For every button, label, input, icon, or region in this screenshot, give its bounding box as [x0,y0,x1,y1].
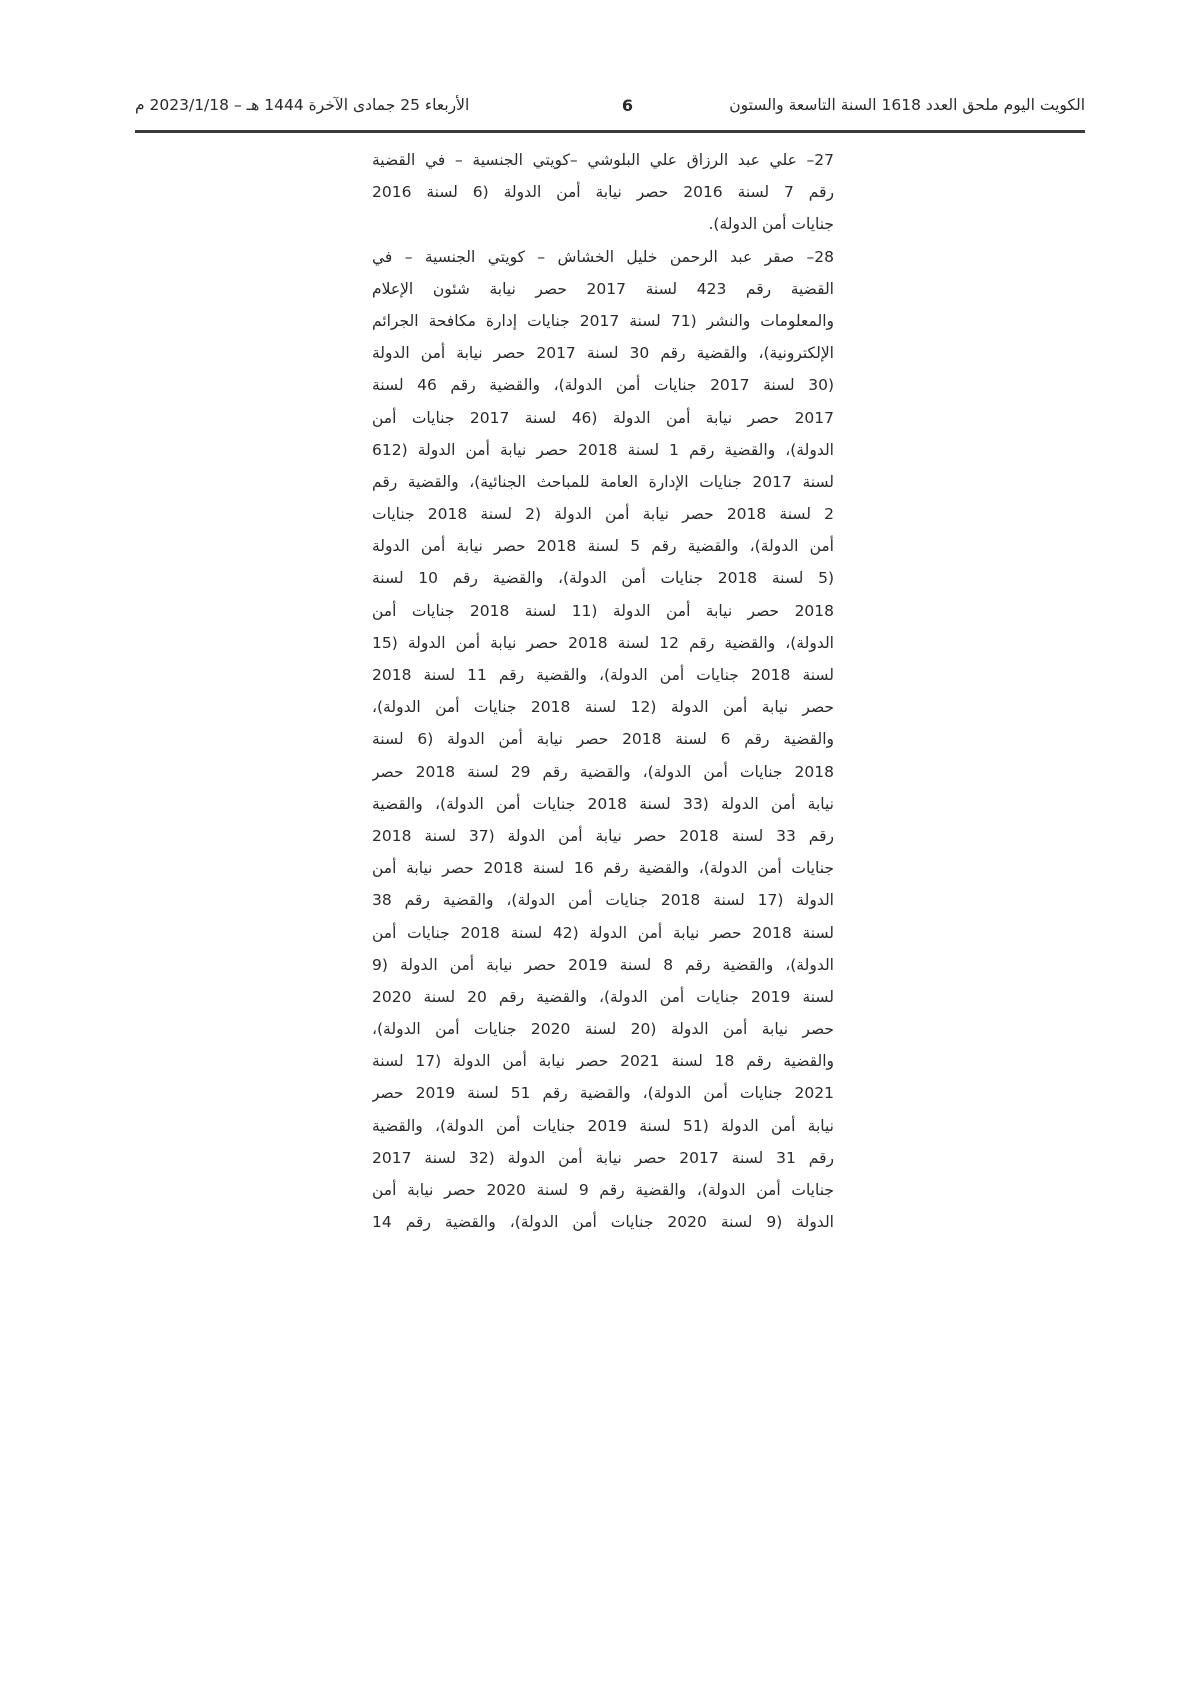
text-line: الدولة (17 لسنة 2018 جنايات أمن الدولة)، والقضية رقم 38 [372,891,834,910]
text-line: والقضية رقم 18 لسنة 2021 حصر نيابة أمن الدولة (17 لسنة [372,1052,834,1071]
header-date: الأربعاء 25 جمادى الآخرة 1444 هـ – 2023/1/18 م [135,96,470,114]
text-line: الدولة (9 لسنة 2020 جنايات أمن الدولة)، والقضية رقم 14 [372,1213,834,1232]
text-line: الدولة)، والقضية رقم 12 لسنة 2018 حصر نيابة أمن الدولة (15 [372,633,834,652]
text-line: 27– علي عبد الرزاق علي البلوشي –كويتي الجنسية – في القضية [372,151,834,169]
text-line: لسنة 2017 جنايات الإدارة العامة للمباحث الجنائية)، والقضية رقم [372,472,834,491]
text-line: الدولة)، والقضية رقم 8 لسنة 2019 حصر نيابة أمن الدولة (9 [372,955,834,974]
text-line: (30 لسنة 2017 جنايات أمن الدولة)، والقضية رقم 46 لسنة [372,376,834,395]
text-line: لسنة 2018 حصر نيابة أمن الدولة (42 لسنة 2018 جنايات أمن [372,923,834,942]
text-line: نيابة أمن الدولة (33 لسنة 2018 جنايات أمن الدولة)، والقضية [372,794,834,813]
text-line: والمعلومات والنشر (71 لسنة 2017 جنايات إدارة مكافحة الجرائم [372,311,834,330]
text-line: 2021 جنايات أمن الدولة)، والقضية رقم 51 لسنة 2019 حصر [372,1084,834,1103]
text-line: 2 لسنة 2018 حصر نيابة أمن الدولة (2 لسنة 2018 جنايات [372,505,834,524]
text-line: الدولة)، والقضية رقم 1 لسنة 2018 حصر نيابة أمن الدولة (612 [372,440,834,459]
article-body [372,144,834,1238]
text-line: 2018 جنايات أمن الدولة)، والقضية رقم 29 لسنة 2018 حصر [372,762,834,781]
page-header [135,90,1085,124]
text-line: 2018 حصر نيابة أمن الدولة (11 لسنة 2018 جنايات أمن [372,601,834,620]
text-line: القضية رقم 423 لسنة 2017 حصر نيابة شئون الإعلام [372,279,834,298]
header-divider [135,130,1085,133]
text-line: (5 لسنة 2018 جنايات أمن الدولة)، والقضية رقم 10 لسنة [372,569,834,588]
text-line: رقم 33 لسنة 2018 حصر نيابة أمن الدولة (37 لسنة 2018 [372,826,834,845]
text-line: 28– صقر عبد الرحمن خليل الخشاش – كويتي الجنسية – في [372,247,834,266]
text-line: جنايات أمن الدولة). [708,215,834,234]
header-page-number: 6 [621,96,633,115]
text-line: رقم 7 لسنة 2016 حصر نيابة أمن الدولة (6 لسنة 2016 [372,183,834,202]
text-line: جنايات أمن الدولة)، والقضية رقم 9 لسنة 2020 حصر نيابة أمن [372,1181,834,1199]
text-line: والقضية رقم 6 لسنة 2018 حصر نيابة أمن الدولة (6 لسنة [372,730,834,749]
text-line: حصر نيابة أمن الدولة (20 لسنة 2020 جنايات أمن الدولة)، [372,1020,834,1039]
text-line: جنايات أمن الدولة)، والقضية رقم 16 لسنة 2018 حصر نيابة أمن [372,859,834,878]
header-issue-info: الكويت اليوم ملحق العدد 1618 السنة التاسعة والستون [729,96,1085,114]
text-line: حصر نيابة أمن الدولة (12 لسنة 2018 جنايات أمن الدولة)، [372,698,834,717]
text-line: رقم 31 لسنة 2017 حصر نيابة أمن الدولة (32 لسنة 2017 [372,1148,834,1167]
text-line: نيابة أمن الدولة (51 لسنة 2019 جنايات أمن الدولة)، والقضية [372,1116,834,1135]
text-line: لسنة 2019 جنايات أمن الدولة)، والقضية رقم 20 لسنة 2020 [372,987,834,1006]
text-line: لسنة 2018 جنايات أمن الدولة)، والقضية رقم 11 لسنة 2018 [372,666,834,684]
text-line: 2017 حصر نيابة أمن الدولة (46 لسنة 2017 جنايات أمن [372,408,834,427]
text-line: أمن الدولة)، والقضية رقم 5 لسنة 2018 حصر نيابة أمن الدولة [372,537,834,556]
text-line: الإلكترونية)، والقضية رقم 30 لسنة 2017 حصر نيابة أمن الدولة [372,344,834,363]
